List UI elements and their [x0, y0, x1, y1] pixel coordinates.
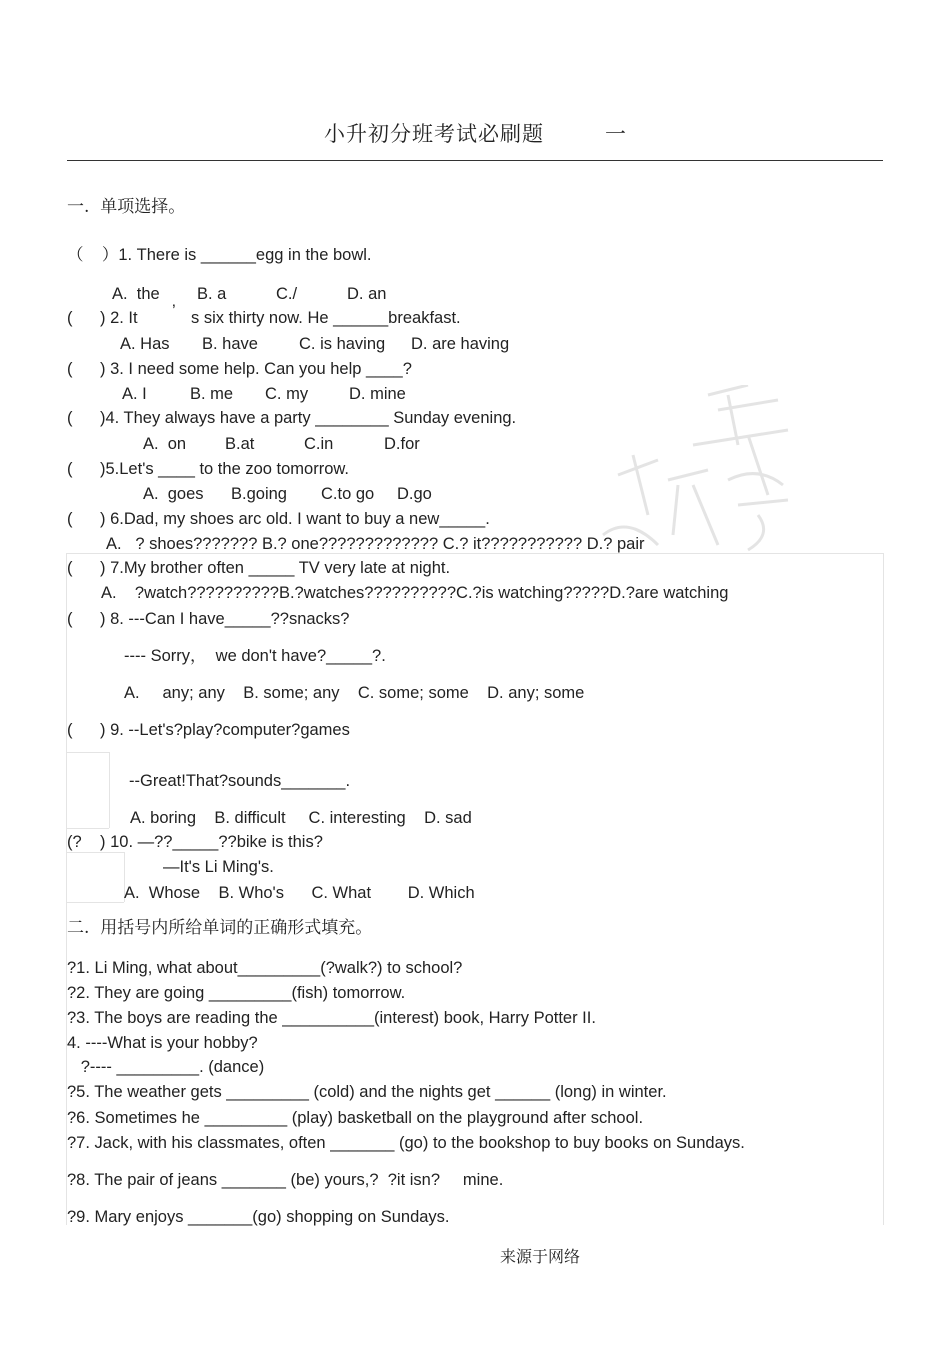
q3-option-a: A. I: [122, 385, 147, 403]
q1-stem: （ ）1. There is ______egg in the bowl.: [67, 246, 372, 264]
q10-options: A. Whose B. Who's C. What D. Which: [124, 884, 475, 902]
q8-stem: ( ) 8. ---Can I have_____??snacks?: [67, 610, 350, 628]
q7-options: A. ?watch??????????B.?watches??????????C.?is watching?????D.?are watching: [101, 584, 729, 602]
q3-option-d: D. mine: [349, 385, 406, 403]
page-title: 小升初分班考试必刷题: [324, 122, 544, 146]
scan-box-line: [66, 902, 124, 903]
q10-reply: —It's Li Ming's.: [163, 858, 274, 876]
q4-option-b: B.at: [225, 435, 255, 453]
fill-item-4-answer: ?---- _________. (dance): [67, 1058, 265, 1076]
fill-item-5: ?5. The weather gets _________ (cold) and the nights get ______ (long) in winter.: [67, 1083, 667, 1101]
fill-item-1: ?1. Li Ming, what about_________(?walk?) to school?: [67, 959, 463, 977]
q8-options: A. any; any B. some; any C. some; some D. any; some: [124, 684, 585, 702]
section2-heading: 二. 用括号内所给单词的正确形式填充。: [67, 918, 373, 938]
q5-option-a: A. goes: [143, 485, 204, 503]
fill-item-8: ?8. The pair of jeans _______ (be) yours,? ?it isn? mine.: [67, 1171, 504, 1189]
fill-item-9: ?9. Mary enjoys _______(go) shopping on Sundays.: [67, 1208, 450, 1226]
q1-option-a: A. the: [112, 285, 160, 303]
q10-stem: (? ) 10. —??_____??bike is this?: [67, 833, 323, 851]
q5-option-c: C.to go: [321, 485, 375, 503]
q4-option-a: A. on: [143, 435, 187, 453]
q1-option-c: C./: [276, 285, 298, 303]
scan-box-line: [66, 852, 124, 853]
footer-source: 来源于网络: [500, 1247, 581, 1266]
q2-apostrophe: ’: [172, 302, 176, 320]
q3-option-c: C. my: [265, 385, 309, 403]
q6-stem: ( ) 6.Dad, my shoes arc old. I want to buy a new_____.: [67, 510, 490, 528]
q4-stem: ( )4. They always have a party ________ Sunday evening.: [67, 409, 517, 427]
q2-option-b: B. have: [202, 335, 258, 353]
q3-stem: ( ) 3. I need some help. Can you help ____?: [67, 360, 412, 378]
scan-frame-right: [883, 553, 884, 1225]
fill-item-4: 4. ----What is your hobby?: [67, 1034, 258, 1052]
fill-item-6: ?6. Sometimes he _________ (play) basketball on the playground after school.: [67, 1109, 644, 1127]
q1-option-b: B. a: [197, 285, 227, 303]
scan-box-line: [109, 752, 110, 828]
section1-heading: 一. 单项选择。: [67, 197, 186, 217]
q4-option-d: D.for: [384, 435, 420, 453]
scan-box-line: [66, 752, 109, 753]
q5-option-d: D.go: [397, 485, 432, 503]
q2-option-c: C. is having: [299, 335, 386, 353]
q1-option-d: D. an: [347, 285, 387, 303]
fill-item-3: ?3. The boys are reading the __________(interest) book, Harry Potter II.: [67, 1009, 596, 1027]
q2-stem: ( ) 2. It: [67, 309, 138, 327]
q2-option-a: A. Has: [120, 335, 170, 353]
q5-stem: ( )5.Let's ____ to the zoo tomorrow.: [67, 460, 349, 478]
title-number: 一: [605, 122, 626, 146]
q2-stem-rest: s six thirty now. He ______breakfast.: [191, 309, 461, 327]
title-divider: [67, 160, 883, 161]
q8-reply: ---- Sorry， we don't have?_____?.: [124, 647, 386, 665]
q5-option-b: B.going: [231, 485, 287, 503]
q7-stem: ( ) 7.My brother often _____ TV very late at night.: [67, 559, 451, 577]
scan-box-line: [66, 828, 109, 829]
fill-item-2: ?2. They are going _________(fish) tomorrow.: [67, 984, 406, 1002]
q9-reply: --Great!That?sounds_______.: [129, 772, 351, 790]
q3-option-b: B. me: [190, 385, 234, 403]
q4-option-c: C.in: [304, 435, 334, 453]
fill-item-7: ?7. Jack, with his classmates, often _______ (go) to the bookshop to buy books on Sundays.: [67, 1134, 745, 1152]
q6-options: A. ? shoes??????? B.? one????????????? C.? it??????????? D.? pair: [106, 535, 645, 553]
q2-option-d: D. are having: [411, 335, 510, 353]
watermark-stamp-icon: [598, 385, 798, 555]
q9-stem: ( ) 9. --Let's?play?computer?games: [67, 721, 350, 739]
q9-options: A. boring B. difficult C. interesting D. sad: [130, 809, 472, 827]
